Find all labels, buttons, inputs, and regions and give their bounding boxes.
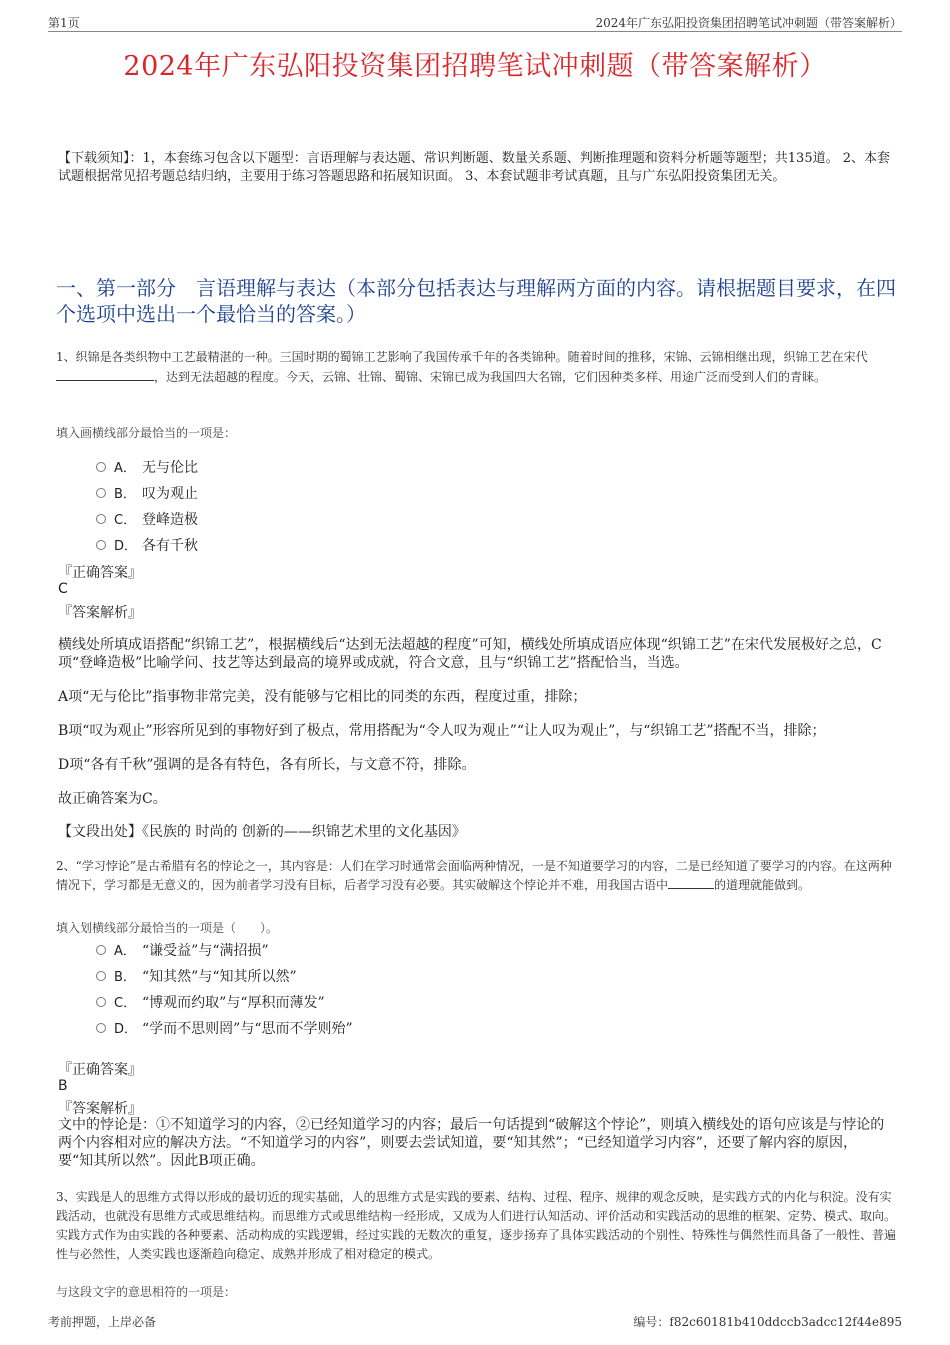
question-3-stem: 3、实践是人的思维方式得以形成的最切近的现实基础，人的思维方式是实践的要素、结构、过程、程序、规律的观念反映，是实践方式的内化与积淀。没有实践活动，也就没有思维方式或思维结构。而思维方式或思维结构一经形成，又成为人们进行认知活动、评价活动和实践活动的思维的框架、定势、模式、取向。实践方式作为由实践的各种要素、活动构成的实践逻辑，经过实践的无数次的重复，逐步扬弃了具体实践活动的个别性、特殊性与偶然性而具备了一般性、普遍性与必然性，人类实践也逐渐趋向稳定、成熟并形成了相对稳定的模式。 xyxy=(56,1190,897,1261)
radio-icon[interactable] xyxy=(96,997,106,1007)
question-1-option-d[interactable]: D． 各有千秋 xyxy=(96,535,198,555)
question-1-analysis: 横线处所填成语搭配“织锦工艺”，根据横线后“达到无法超越的程度”可知，横线处所填成语应体现“织锦工艺”在宋代发展极好之总，C项“登峰造极”比喻学问、技艺等达到最高的境界或成就，符合文意，且与“织锦工艺”搭配恰当，当选。 xyxy=(58,637,882,671)
question-1-note-a: A项“无与伦比”指事物非常完美，没有能够与它相比的同类的东西，程度过重，排除； xyxy=(58,689,587,705)
question-1-option-b[interactable]: B． 叹为观止 xyxy=(96,483,198,503)
question-2-option-b[interactable]: B． “知其然”与“知其所以然” xyxy=(96,966,297,986)
question-2-option-a[interactable]: A． “谦受益”与“满招损” xyxy=(96,940,269,960)
question-2-stem: 2、“学习悖论”是古希腊有名的悖论之一，其内容是：人们在学习时通常会面临两种情况，一是不知道要学习的内容，二是已经知道了要学习的内容。在这两种情况下，学习都是无意义的，因为前者学习没有目标，后者学习没有必要。其实破解这个悖论并不难，用我国古语中 的道理就能做到。 xyxy=(56,859,892,892)
question-2-answer-label: 『正确答案』 xyxy=(58,1062,142,1078)
footer-slogan: 考前押题，上岸必备 xyxy=(48,1315,157,1329)
radio-icon[interactable] xyxy=(96,514,106,524)
question-1-source: 【文段出处】《民族的 时尚的 创新的——织锦艺术里的文化基因》 xyxy=(58,824,466,840)
header-doc-title: 2024年广东弘阳投资集团招聘笔试冲刺题（带答案解析） xyxy=(595,16,902,30)
question-1-analysis-label: 『答案解析』 xyxy=(58,605,142,621)
fill-blank xyxy=(56,368,154,381)
question-2-analysis: 文中的悖论是：①不知道学习的内容，②已经知道学习的内容；最后一句话提到“破解这个悖论”，则填入横线处的语句应该是与悖论的两个内容相对应的解决方法。“不知道学习的内容”，则要去尝试知道，要“知其然”；“已经知道学习内容”，还要了解内容的原因，要“知其所以然”。因此B项正确。 xyxy=(58,1117,885,1169)
page-number: 第1页 xyxy=(48,16,80,30)
radio-icon[interactable] xyxy=(96,462,106,472)
header-divider xyxy=(48,31,902,32)
radio-icon[interactable] xyxy=(96,1023,106,1033)
question-2-prompt: 填入划横线部分最恰当的一项是（ ）。 xyxy=(56,921,279,935)
question-1-prompt: 填入画横线部分最恰当的一项是： xyxy=(56,426,237,440)
footer-doc-id: 编号：f82c60181b410ddccb3adcc12f44e895 xyxy=(633,1315,902,1329)
question-2-analysis-label: 『答案解析』 xyxy=(58,1101,142,1117)
radio-icon[interactable] xyxy=(96,540,106,550)
question-2-option-c[interactable]: C． “博观而约取”与“厚积而薄发” xyxy=(96,992,325,1012)
question-1-option-a[interactable]: A． 无与伦比 xyxy=(96,457,198,477)
question-1-conclusion: 故正确答案为C。 xyxy=(58,791,167,807)
question-1-note-b: B项“叹为观止”形容所见到的事物好到了极点，常用搭配为“令人叹为观止”“让人叹为观止”，与“织锦工艺”搭配不当，排除； xyxy=(58,723,826,739)
question-1-answer: C xyxy=(58,581,68,597)
fill-blank xyxy=(668,876,714,889)
question-1-note-d: D项“各有千秋”强调的是各有特色，各有所长，与文意不符，排除。 xyxy=(58,757,476,773)
section-heading: 一、第一部分 言语理解与表达（本部分包括表达与理解两方面的内容。请根据题目要求，在四个选项中选出一个最恰当的答案。） xyxy=(56,276,896,326)
question-1-option-c[interactable]: C． 登峰造极 xyxy=(96,509,198,529)
question-2-option-d[interactable]: D． “学而不思则罔”与“思而不学则殆” xyxy=(96,1018,353,1038)
radio-icon[interactable] xyxy=(96,488,106,498)
radio-icon[interactable] xyxy=(96,971,106,981)
question-1-answer-label: 『正确答案』 xyxy=(58,565,142,581)
question-1-stem: 1、织锦是各类织物中工艺最精湛的一种。三国时期的蜀锦工艺影响了我国传承千年的各类锦种。随着时间的推移，宋锦、云锦相继出现，织锦工艺在宋代 ，达到无法超越的程度。今天，云锦、壮锦、蜀锦、宋锦已成为我国四大名锦，它们因种类多样、用途广泛而受到人们的青睐。 xyxy=(56,350,868,384)
radio-icon[interactable] xyxy=(96,945,106,955)
question-3-prompt: 与这段文字的意思相符的一项是： xyxy=(56,1285,237,1299)
question-2-answer: B xyxy=(58,1078,68,1094)
document-title: 2024年广东弘阳投资集团招聘笔试冲刺题（带答案解析） xyxy=(123,51,827,82)
download-notice: 【下载须知】：1，本套练习包含以下题型：言语理解与表达题、常识判断题、数量关系题、判断推理题和资料分析题等题型；共135道。 2、本套试题根据常见招考题总结归纳，主要用于练习答题思路和拓展知识面。 3、本套试题非考试真题，且与广东弘阳投资集团无关。 xyxy=(58,151,890,184)
